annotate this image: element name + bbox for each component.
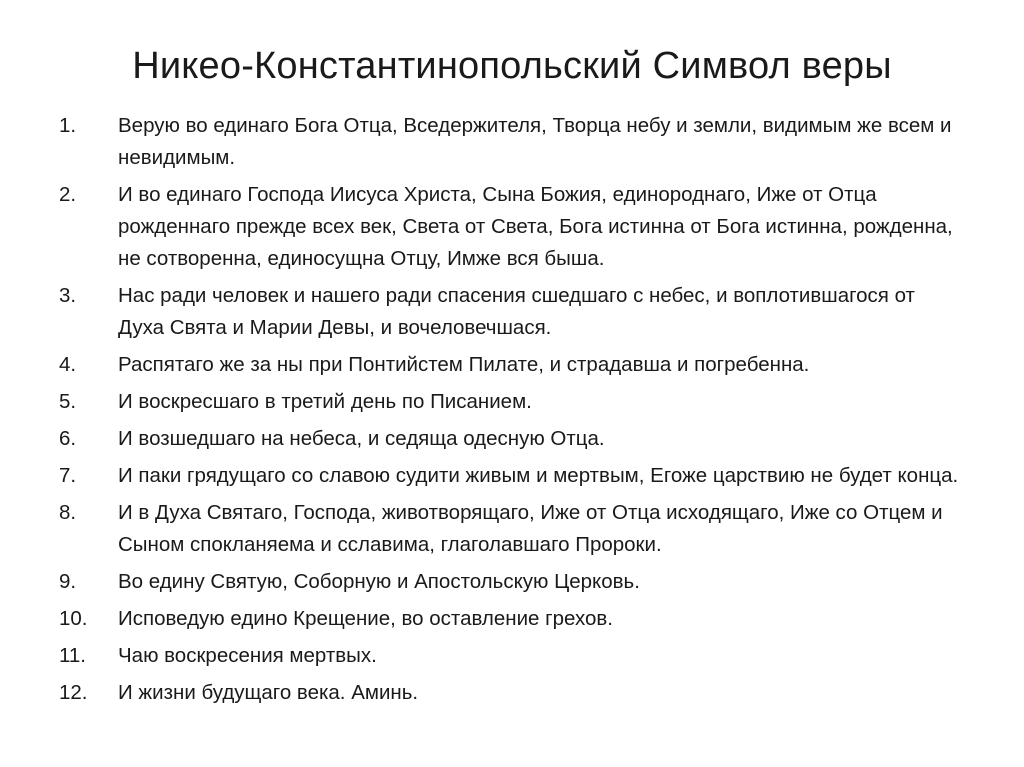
item-text: И во единаго Господа Иисуса Христа, Сына Божия, единороднаго, Иже от Отца рожденнаго прежде всех век, Света от Света, Бога истинна от Бога истинна, рожденна, не сотворенна, единосущна Отцу, Имже вся быша. [118, 183, 953, 270]
item-text: И возшедшаго на небеса, и седяща одесную Отца. [118, 427, 605, 450]
item-text: Распятаго же за ны при Понтийстем Пилате, и страдавша и погребенна. [118, 353, 810, 376]
item-text: И жизни будущаго века. Аминь. [118, 681, 419, 704]
item-text: Нас ради человек и нашего ради спасения сшедшаго с небес, и воплотившагося от Духа Свята и Марии Девы, и вочеловечшася. [118, 284, 915, 339]
item-text: Чаю воскресения мертвых. [118, 644, 377, 667]
list-item [0, 603, 1024, 635]
item-number: 9. [59, 570, 77, 593]
item-number: 8. [59, 501, 77, 524]
item-text: Верую во единаго Бога Отца, Вседержителя, Творца небу и земли, видимым же всем и невидимым. [118, 114, 952, 169]
list-item [0, 460, 1024, 492]
item-text: Во едину Святую, Соборную и Апостольскую Церковь. [118, 570, 640, 593]
list-item [0, 497, 1024, 561]
item-number: 11. [59, 644, 86, 667]
item-number: 6. [59, 427, 77, 450]
list-item [0, 566, 1024, 598]
list-item [0, 640, 1024, 672]
list-item [0, 423, 1024, 455]
item-text: Исповедую едино Крещение, во оставление грехов. [118, 607, 613, 630]
item-number: 1. [59, 114, 77, 137]
item-text: И в Духа Святаго, Господа, животворящаго, Иже от Отца исходящаго, Иже со Отцем и Сыном спокланяема и сславима, глаголавшаго Пророки. [118, 501, 943, 556]
item-number: 2. [59, 183, 77, 206]
list-item [0, 280, 1024, 344]
item-number: 3. [59, 284, 77, 307]
item-number: 12. [59, 681, 88, 704]
item-text: И паки грядущаго со славою судити живым и мертвым, Егоже царствию не будет конца. [118, 464, 959, 487]
page-title: Никео-Константинопольский Символ веры [132, 45, 892, 87]
list-item [0, 349, 1024, 381]
item-text: И воскресшаго в третий день по Писанием. [118, 390, 532, 413]
creed-list [0, 110, 1024, 714]
list-item [0, 386, 1024, 418]
list-item [0, 677, 1024, 709]
item-number: 7. [59, 464, 77, 487]
item-number: 10. [59, 607, 88, 630]
item-number: 5. [59, 390, 77, 413]
list-item [0, 110, 1024, 174]
list-item [0, 179, 1024, 275]
item-number: 4. [59, 353, 77, 376]
